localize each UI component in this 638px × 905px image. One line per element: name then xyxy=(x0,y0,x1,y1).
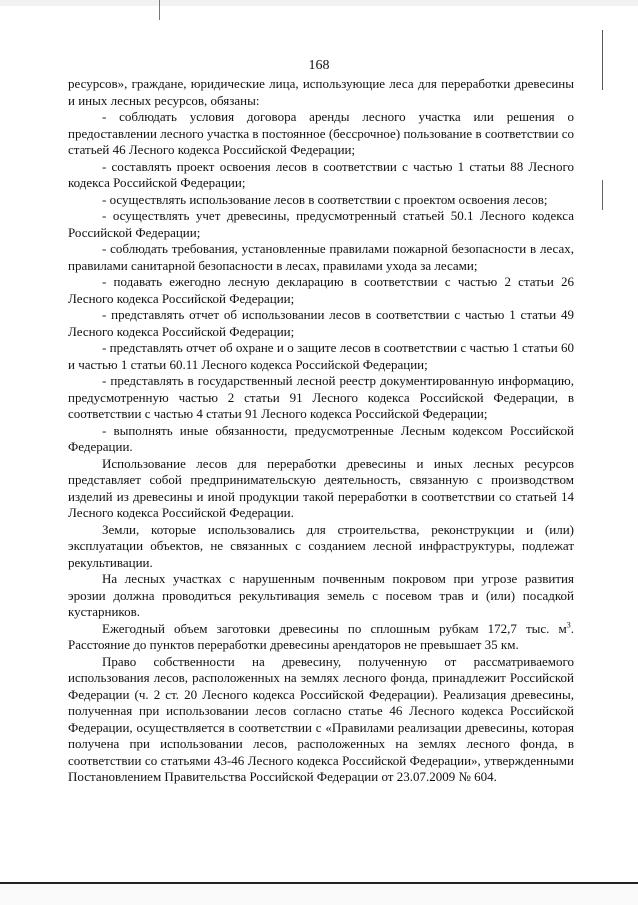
document-body xyxy=(68,76,574,786)
scan-mark xyxy=(602,180,603,210)
paragraph: Использование лесов для переработки древесины и иных лесных ресурсов представляет собой предпринимательскую деятельность, связанную с производством изделий из древесины и иной продукции такой переработки в соответствии со статьей 14 Лесного кодекса Российской Федерации. xyxy=(68,455,574,520)
scan-top-edge xyxy=(0,0,638,6)
list-item: - представлять отчет об использовании лесов в соответствии с частью 1 статьи 49 Лесного кодекса Российской Федерации; xyxy=(68,307,574,339)
paragraph: Земли, которые использовались для строительства, реконструкции и (или) эксплуатации объектов, не связанных с созданием лесной инфраструктуры, подлежат рекультивации. xyxy=(68,521,574,570)
list-item: - осуществлять учет древесины, предусмотренный статьей 50.1 Лесного кодекса Российской Федерации; xyxy=(68,208,574,240)
list-item: - соблюдать требования, установленные правилами пожарной безопасности в лесах, правилами санитарной безопасности в лесах, правилами ухода за лесами; xyxy=(68,241,574,273)
page-number: 168 xyxy=(308,58,330,73)
scan-mark xyxy=(159,0,160,20)
paragraph: Право собственности на древесину, полученную от рассматриваемого использования лесов, расположенных на землях лесного фонда, принадлежит Российской Федерации (ч. 2 ст. 20 Лесного кодекса Российской Федерации). Реализация древесины, полученная при использовании лесов согласно статье 46 Лесного кодекса Российской Федерации, осуществляется в соответствии с «Правилами реализации древесины, которая получена при использовании лесов, расположенных на землях лесного фонда, в соответствии со статьями 43-46 Лесного кодекса Российской Федерации», утвержденными Постановлением Правительства Российской Федерации от 23.07.2009 № 604. xyxy=(68,653,574,784)
list-item: - соблюдать условия договора аренды лесного участка или решения о предоставлении лесного участка в постоянное (бессрочное) пользование в соответствии со статьей 46 Лесного кодекса Российской Федерации; xyxy=(68,109,574,157)
list-item: - представлять в государственный лесной реестр документированную информацию, предусмотренную частью 2 статьи 91 Лесного кодекса Российской Федерации, в соответствии с частью 4 статьи 91 Лесного кодекса Российской Федерации; xyxy=(68,373,574,421)
volume-paragraph xyxy=(68,621,574,654)
list-item: - выполнять иные обязанности, предусмотренные Лесным кодексом Российской Федерации. xyxy=(68,422,574,454)
list-item: - осуществлять использование лесов в соответствии с проектом освоения лесов; xyxy=(102,191,548,207)
paragraph: На лесных участках с нарушенным почвенным покровом при угрозе развития эрозии должна проводиться рекультивация земель с посевом трав и (или) посадкой кустарников. xyxy=(68,571,574,619)
superscript: 3 xyxy=(566,620,571,630)
volume-text-tail: . Расстояние до пунктов переработки древесины арендаторов не превышает 35 км. xyxy=(68,620,574,652)
list-item: - составлять проект освоения лесов в соответствии с частью 1 статьи 88 Лесного кодекса Российской Федерации; xyxy=(68,158,574,190)
scan-bottom-edge xyxy=(0,884,638,905)
list-item: - подавать ежегодно лесную декларацию в соответствии с частью 2 статьи 26 Лесного кодекса Российской Федерации; xyxy=(68,274,574,306)
list-item: - представлять отчет об охране и о защите лесов в соответствии с частью 1 статьи 60 и частью 1 статьи 60.11 Лесного кодекса Российской Федерации; xyxy=(68,340,574,372)
volume-text: Ежегодный объем заготовки древесины по сплошным рубкам 172,7 тыс. м xyxy=(102,620,567,636)
paragraph: ресурсов», граждане, юридические лица, использующие леса для переработки древесины и иных лесных ресурсов, обязаны: xyxy=(68,76,574,108)
